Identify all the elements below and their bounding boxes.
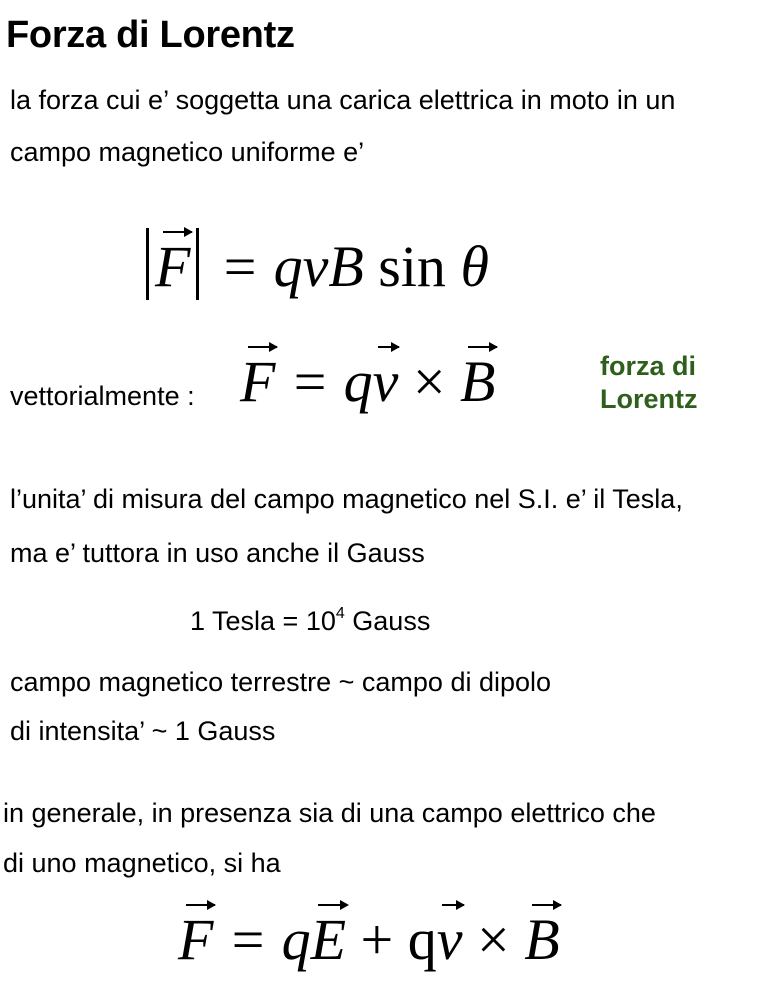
earth-line-1: campo magnetico terrestre ~ campo di dipolo [10, 667, 552, 697]
intro-line-1: la forza cui e’ soggetta una carica elettrica in moto in un [10, 85, 676, 115]
page-title: Forza di Lorentz [6, 14, 295, 56]
magnetic-field-vector-symbol: B [524, 907, 560, 972]
intro-line-2: campo magnetico uniforme e’ [10, 137, 365, 167]
magnitude-rhs: = qvB [219, 234, 364, 299]
conversion-right: Gauss [344, 606, 431, 636]
abs-bar-right [196, 228, 199, 300]
earth-line-2: di intensita’ ~ 1 Gauss [10, 716, 276, 746]
units-line-2: ma e’ tuttora in uso anche il Gauss [10, 538, 425, 568]
cross-product-symbol: × [476, 907, 510, 972]
abs-bar-left [146, 228, 149, 300]
force-vector-symbol: F [178, 907, 214, 972]
vector-form-label: vettorialmente : [10, 381, 195, 411]
tesla-gauss-conversion [190, 598, 430, 637]
general-line-1: in generale, in presenza sia di una campo elettrico che [3, 798, 656, 828]
equals-q: = q [289, 349, 373, 414]
plus-q: + q [360, 907, 437, 972]
cross-product-symbol: × [412, 349, 446, 414]
conversion-left: 1 Tesla = 10 [190, 606, 336, 636]
lorentz-note-line-2: Lorentz [600, 384, 698, 414]
force-vector-symbol: F [155, 234, 191, 299]
theta-symbol: θ [460, 234, 489, 299]
units-line-1: l’unita’ di misura del campo magnetico nel S.I. e’ il Tesla, [10, 484, 683, 514]
conversion-exponent: 4 [335, 605, 345, 622]
magnetic-field-vector-symbol: B [460, 349, 496, 414]
lorentz-note [600, 350, 698, 416]
full-lorentz-equation [178, 906, 560, 973]
electric-field-vector-symbol: E [310, 907, 347, 972]
magnitude-equation [140, 228, 489, 300]
equals-q: = q [227, 907, 311, 972]
general-line-2: di uno magnetico, si ha [3, 848, 281, 878]
velocity-vector-symbol: v [436, 907, 463, 972]
velocity-vector-symbol: v [372, 349, 399, 414]
force-vector-symbol: F [240, 349, 276, 414]
lorentz-note-line-1: forza di [600, 351, 697, 381]
vector-equation [240, 348, 495, 415]
sin-function: sin [378, 234, 446, 299]
